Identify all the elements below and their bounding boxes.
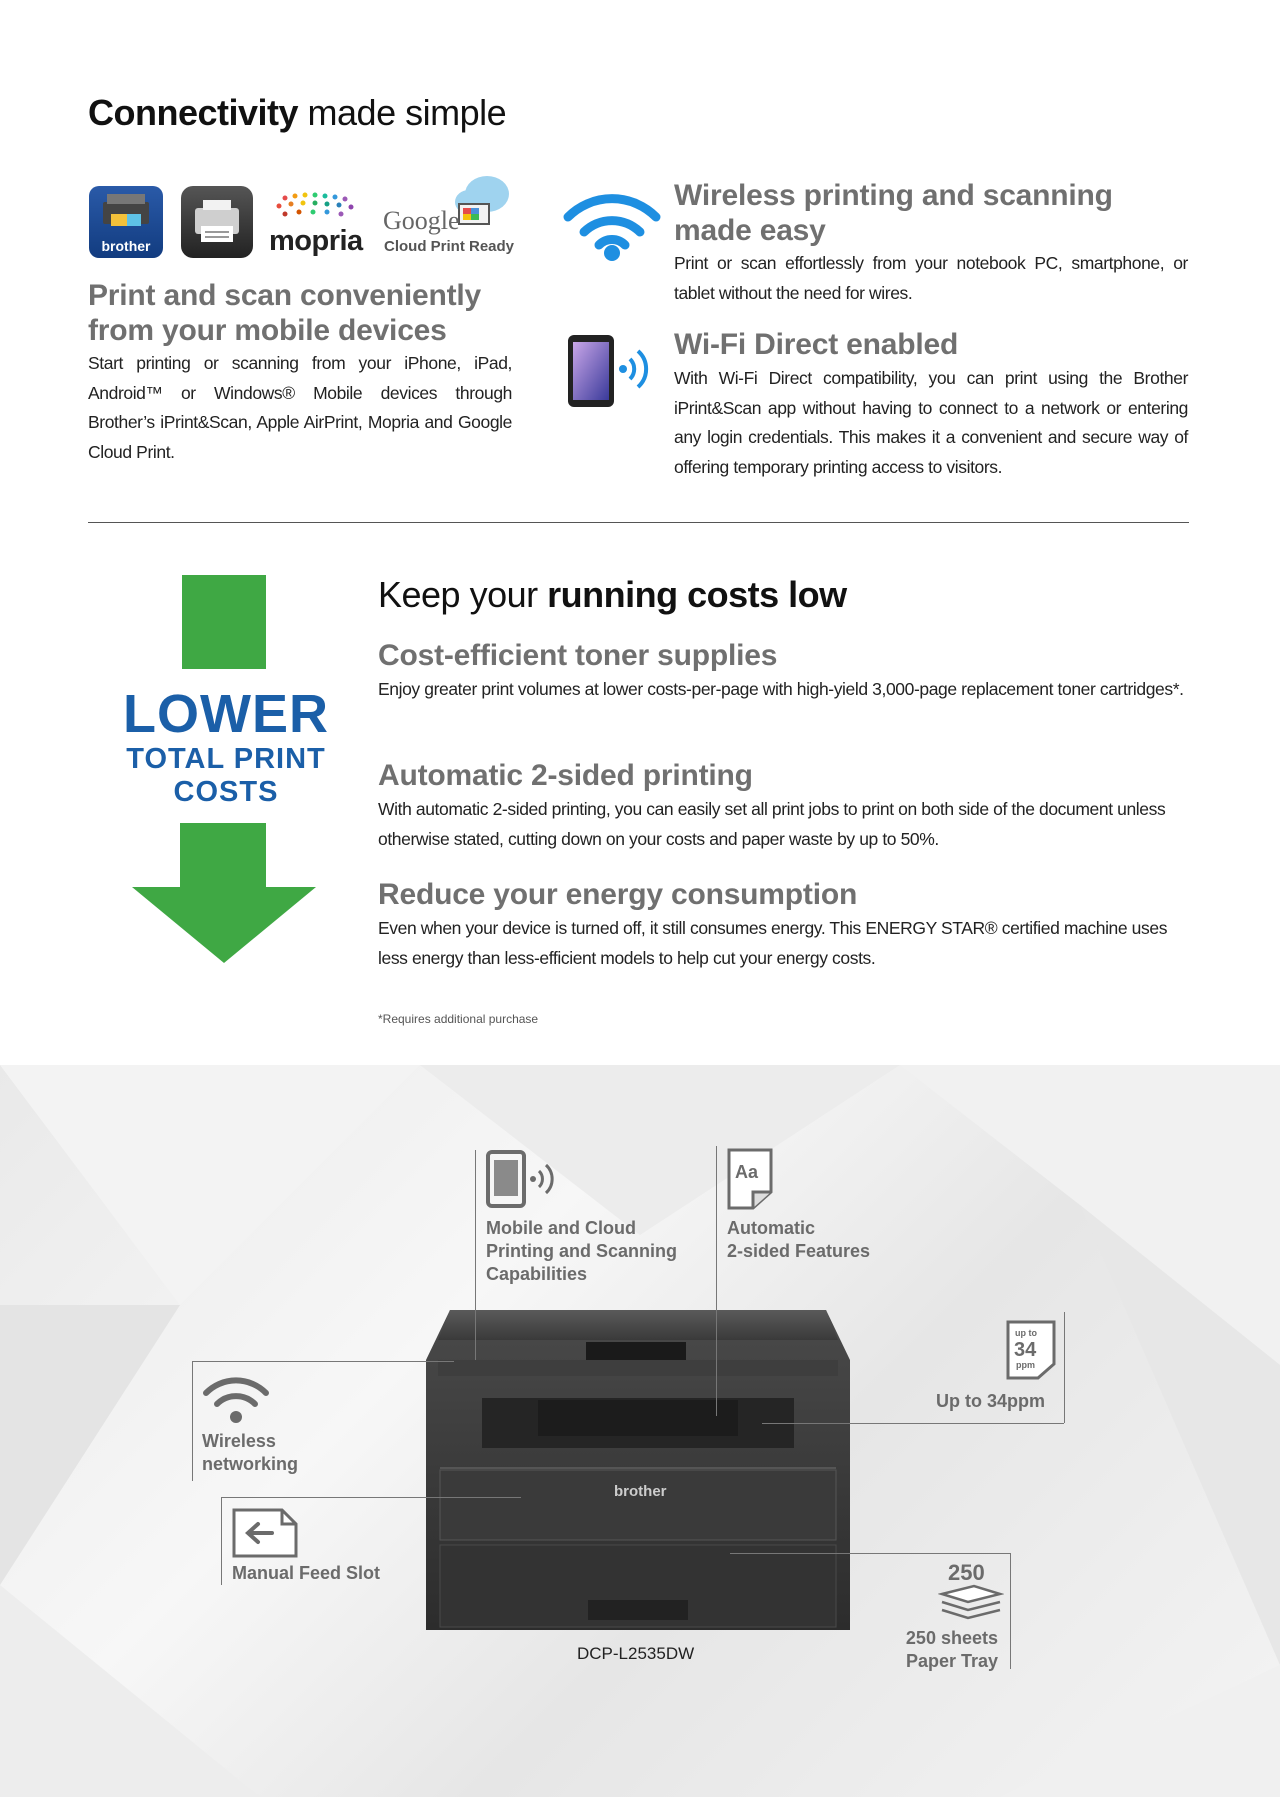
mobile-print-text: Start printing or scanning from your iPhone, iPad, Android™ or Windows® Mobile devices through Brother’s iPrint&Scan, Apple AirPrint, Mopria and Google Cloud Print. bbox=[88, 353, 512, 462]
feature-tray: 250 sheets Paper Tray bbox=[905, 1628, 998, 1671]
printer-brand-label: brother bbox=[614, 1483, 667, 1500]
wifi-direct-heading: Wi-Fi Direct enabled bbox=[674, 328, 959, 361]
connector-manual-v bbox=[221, 1497, 222, 1585]
toner-text: Enjoy greater print volumes at lower costs-per-page with high-yield 3,000-page replacement toner cartridges*. bbox=[378, 679, 1184, 699]
duplex-page-icon bbox=[727, 1148, 773, 1210]
mobile-print-heading: Print and scan conveniently from your mobile devices bbox=[88, 279, 482, 347]
energy-text: Even when your device is turned off, it still consumes energy. This ENERGY STAR® certified machine uses less energy than less-efficient models to help cut your energy costs. bbox=[378, 918, 1168, 968]
svg-text:34: 34 bbox=[1014, 1339, 1037, 1361]
cloud-print-icon bbox=[451, 172, 513, 234]
duplex-text: With automatic 2-sided printing, you can easily set all print jobs to print on both side of the document unless otherwise stated, cutting down on your costs and paper waste by up to 50%. bbox=[378, 799, 1166, 849]
connector-speed-h bbox=[762, 1423, 1064, 1424]
feature-speed: Up to 34ppm bbox=[936, 1391, 1046, 1411]
duplex-heading: Automatic 2-sided printing bbox=[378, 759, 753, 792]
wifi-icon bbox=[560, 187, 664, 263]
connector-mobile bbox=[475, 1150, 476, 1360]
feature-mobile-cloud: Mobile and Cloud Printing and Scanning Capabilities bbox=[486, 1218, 678, 1284]
tablet-wireless-icon bbox=[486, 1150, 558, 1210]
paper-stack-icon bbox=[938, 1558, 1004, 1624]
google-cloud-print-logo: Google Cloud Print Ready bbox=[383, 172, 513, 262]
manual-feed-icon bbox=[232, 1508, 298, 1558]
toner-heading: Cost-efficient toner supplies bbox=[378, 639, 778, 672]
wifi-direct-text: With Wi-Fi Direct compatibility, you can print using the Brother iPrint&Scan app without having to connect to a network or entering any login credentials. This makes it a convenient and secure way of offering temporary printing access to visitors. bbox=[674, 368, 1188, 477]
connector-duplex bbox=[716, 1146, 717, 1416]
connectivity-title: Connectivity made simple bbox=[88, 92, 507, 133]
feature-wireless: Wireless networking bbox=[202, 1431, 299, 1474]
feature-auto-duplex: Automatic 2-sided Features bbox=[727, 1218, 871, 1261]
wireless-heading: Wireless printing and scanning made easy bbox=[674, 179, 1113, 247]
svg-text:up to: up to bbox=[1015, 1328, 1037, 1338]
connector-speed-v bbox=[1064, 1312, 1065, 1423]
lower-costs-badge: LOWER TOTAL PRINT COSTS bbox=[118, 575, 334, 965]
feature-manual-feed: Manual Feed Slot bbox=[232, 1563, 381, 1583]
section-divider bbox=[88, 522, 1189, 523]
phone-wifi-direct-icon bbox=[566, 333, 656, 409]
svg-text:Aa: Aa bbox=[735, 1162, 759, 1182]
wireless-text: Print or scan effortlessly from your notebook PC, smartphone, or tablet without the need for wires. bbox=[674, 253, 1188, 303]
svg-text:ppm: ppm bbox=[1016, 1360, 1035, 1370]
green-bar-top bbox=[182, 575, 266, 669]
connector-wireless-h bbox=[192, 1361, 454, 1362]
brother-iprint-app-icon: brother bbox=[89, 186, 163, 258]
wireless-networking-icon bbox=[202, 1375, 270, 1425]
down-arrow-icon bbox=[132, 823, 316, 963]
connector-manual-h bbox=[221, 1497, 521, 1498]
mopria-logo: mopria bbox=[265, 190, 373, 260]
airprint-app-icon bbox=[181, 186, 253, 258]
speed-page-icon bbox=[1006, 1320, 1056, 1380]
footnote: *Requires additional purchase bbox=[378, 1012, 539, 1026]
connector-tray-h bbox=[730, 1553, 1010, 1554]
connector-wireless-v bbox=[192, 1361, 193, 1481]
energy-heading: Reduce your energy consumption bbox=[378, 878, 858, 911]
model-name: DCP-L2535DW bbox=[577, 1644, 695, 1663]
printer-image bbox=[418, 1300, 858, 1630]
costs-title: Keep your running costs low bbox=[378, 574, 847, 615]
svg-text:250: 250 bbox=[948, 1560, 985, 1585]
connector-tray-v bbox=[1010, 1553, 1011, 1669]
